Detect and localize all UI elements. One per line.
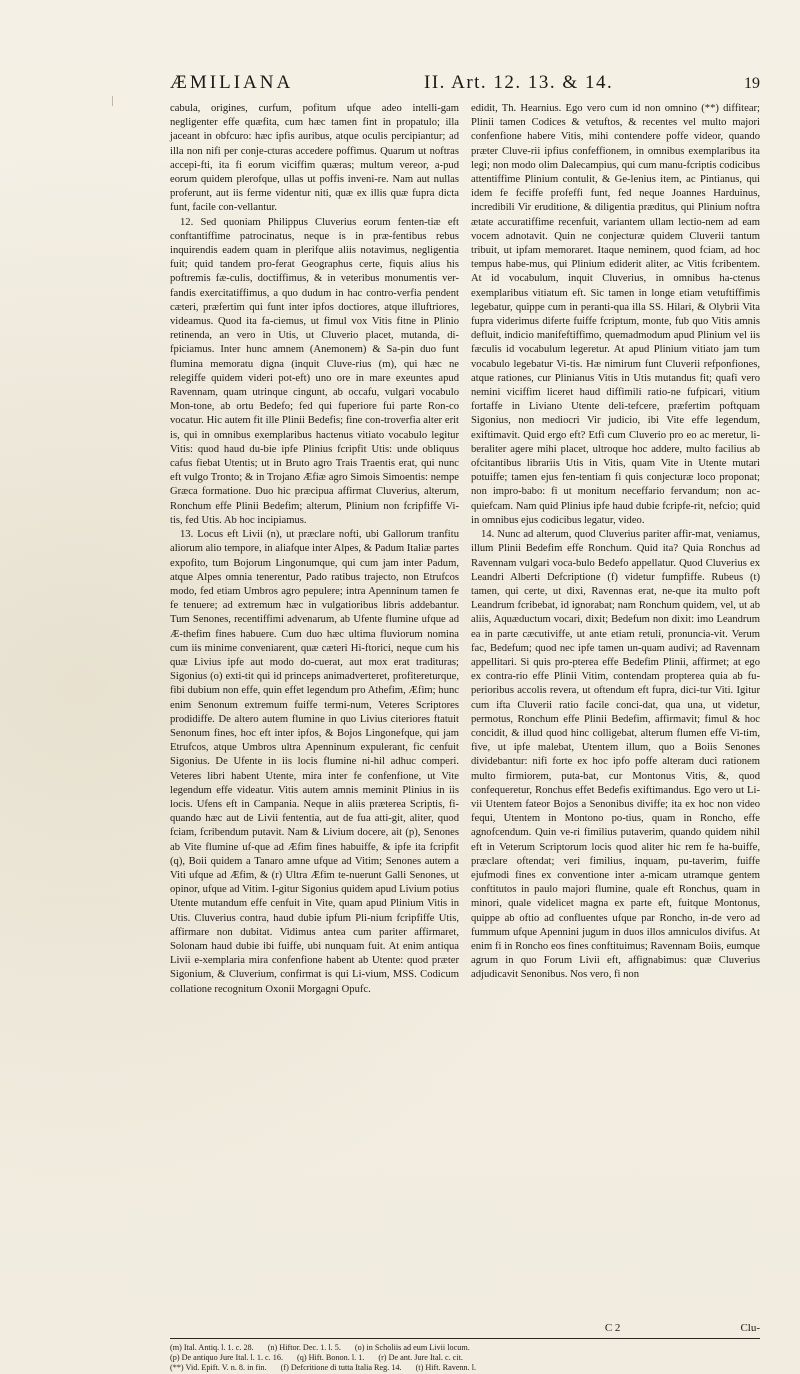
running-head (170, 72, 760, 94)
footnote-m: (m) Ital. Antiq. l. 1. c. 28. (170, 1343, 254, 1352)
right-column (471, 102, 760, 1282)
paragraph-14: 14. Nunc ad alterum, quod Cluverius pariter affir-mat, veniamus, illum Plinii Bedefim effe Ronchum. Quid ita? Quia Ronchus ad Ravennam vulgari voca-bulo Bedefo appellatur. Quod Cluverius ex Leandri Alberti Defcriptione (f) videtur fumpfiffe. Rubeus (t) tamen, qui certe, ut dixi, Ravennas erat, ne-que ita multo poft Leandrum fcribebat, id ignorabat; nam Ronchum quidem, vel, ut ab aliis, Aquæductum vocari, dixit; Bedefum non dixit: imo Leandrum ea in parte cæcutiviffe, ut ante etiam retuli, pronuncia-vit. Verum fac, Bedefum; quod nec ipfe tamen un-quam audivi; ad Ravennam appellitari. Si quis pro-pterea effe Bedefim Plinii, affirmet; at ego ex contra-rio effe Plinii Vitim, contendam propterea quia ab fu-perioribus accolis revera, ut oftendum eft fupra, dici-tur Viti. Igitur cum ifta Cluverii ratio facile conci-dat, qua una, ut videtur, permotus, Ronchum effe Plinii Bedefim, affirmavit; fimul & hoc concidit, & illud quod hinc colligebat, alterum flumen effe Vi-tim, five, ut ipfe malebat, Utentem illum, quo a Boiis Senones dividebantur: nifi forte ex hoc ipfo poffe alteram duci rationem multo firmiorem, puta-bat, cur Montonus Vitis, &, quod confequeretur, Ronchus effet Bedefis exiftimandus. Ego vero ut Li-vii Utentem fateor Bojos a Senonibus diviffe; ita ex hoc non video fequi, Utentem in Montono po-tius, quam in Roncho, effe agnofcendum. Quin ve-ri fimilius putaverim, quando quidem nihil eft in Veterum Scriptorum locis quod aliter hic rem fe ha-buiffe, præclare oftendat; veri fimilius, inquam, pu-taverim, fuiffe ejufmodi fines ex conventione inter a-micam utramque gentem conftitutos in paulo majori flumine, quale eft Ronchus, quam in minori, quale videlicet magna ex parte eft, fuitque Montonus, quippe ab oftio ad confluentes ufque par Roncho, in-de vero ad fummum ufque Apennini jugum in duos illos amniculos divifus. At enim fi in Roncho eos fines conftituimus; Ravennam Boiis, eumque agrum in quo Forum Livii eft, affignabimus: quæ Cluverius adjudicavit Senonibus. Nos vero, fi non (471, 529, 760, 981)
margin-mark (112, 96, 119, 106)
footnote-row (170, 1343, 760, 1353)
section-reference: II. Art. 12. 13. & 14. (424, 72, 614, 93)
footnote-p: (p) De antiquo Jure Ital. l. 1. c. 16. (170, 1353, 284, 1362)
catchwords (170, 1322, 760, 1334)
footnote-n: (n) Hiftor. Dec. 1. l. 5. (267, 1343, 341, 1352)
paragraph-13: 13. Locus eft Livii (n), ut præclare nofti, ubi Gallorum tranfitu aliorum alio tempore, in aliafque inter Alpes, & Padum Italiæ partes expofito, tum Bojorum Lingonumque, qui cum jam inter Padum, atque Alpes omnia tenerentur, Pado ratibus trajecto, non Etrufcos modo, fed etiam Umbros agro pepulere; intra Apenninum tamen fe fe tenuere; ad extremum hæc in vulgatioribus libris addebantur. Tum Senones, recentiffimi advenarum, ab Ufente flumine ufque ad Æ-thefim fines habuere. Cum duo hæc ultima fluviorum nomina cum iis minime conveniarent, quæ cæteri Hi-ftorici, neque cum his quæ Livius ipfe aut modo do-cuerat, aut mox erat tradituras; Sigonius (o) exti-tit qui id princeps animadverteret, profitereturque, fibi dubium non effe, quin effet legendum pro Athefim, Æfim; hunc enim Senonum extremum fuiffe termi-num, Veteres Scriptores prodidiffe. De altero autem flumine in quo Livius citeriores ftatuit Senonum fines, hoc eft inter ipfos, & Bojos Lingonefque, qui jam Etrufcos, atque Umbros ultra Apenninum expulerant, fic cenfuit Sigonius. De Ufente in iis locis flumine ni-hil adhuc comperi. Veteres libri habent Utente, mira inter fe confenfione, ut Vite legendum effe videatur. Vitis autem amnis meminit Plinius in iis locis. Ufens eft in Campania. Neque in aliis præterea Scriptis, fi-quando hæc aut de Livii fententia, aut de fua atti-git, aliter, quod fciam, fcribendum putavit. Nam & Livium docere, ait (p), Senones ab Vite flumine uf-que ad Æfim fines habuiffe, & ipfe ita fcripfit (q), Boii quidem a Tanaro amne ufque ad Vitim; Senones autem a Viti ufque ad Æfim, & (r) Ultra Æfim te-nuerunt Galli Senones, ut opinor, ufque ad Vitim. I-gitur Sigonius quidem apud Livium potius Utente mutandum effe cenfuit in Vite, quam apud Plinium Vitis in Utis. Cluverius contra, haud dubie ipfum Pli-nium fcripfiffe Utis, affirmare non dubitat. Vidimus antea cum pariter affirmaret, Solonam haud dubie ibi fuiffe, ubi nunquam fuit. At enim antiqua Livii e-xemplaria mira confenfione habent ab Utente: quod præter Sigonium, & Cluverium, confirmat is qui Li-vium, MSS. Codicum collatione recognitum Oxonii Morgagni Opufc. (170, 529, 459, 995)
footnote-q: (q) Hift. Bonon. l. 1. (297, 1353, 365, 1362)
paragraph: edidit, Th. Hearnius. Ego vero cum id non omnino (**) diffitear; Plinii tamen Codices & vetuftos, & recentes vel multo majori confenfione habere Vitis, mihi contendere poffe videor, quando præter Cluve-rii ipfius confeffionem, in omnibus exemplaribus ita legi; non modo olim Dalecampius, qui cum manu-fcriptis codicibus attentiffime Plinium contulit, & Ge-lenius item, ac Pintianus, qui idem fe feciffe profeffi funt, fed neque Joannes Harduinus, incredibili Vir eruditione, & diligentia præditus, qui Plinium noftra ætate accuratiffime recenfuit, variantem ullam lectio-nem ad eam vocem adnotavit. Quin ne conjecturæ quidem Cluverii tantum tribuit, ut ipfam memoraret. Itaque neminem, quod fciam, ad hoc tempus habe-mus, qui Plinium ediderit aliter, ac Vitis fcribentem. At id vocabulum, inquit Cluverius, in omnibus ha-ctenus exemplaribus vitiatum eft. Sic tamen in longe etiam vetuftiffimis legebatur, quippe cum in peranti-qua illa SS. Hilari, & Olybrii Vita fupra viderimus diferte fuiffe fcriptum, monte, fub quo Vitis amnis defluit, indicio manifeftiffimo, quemadmodum apud Plinium vel iis fæculis id vocabulum legeretur. At apud Plinium vitiato jam tum vocabulo legebatur Vi-tis. Hæ nimirum funt Cluverii refponfiones, atque rationes, cur Plinianus Vitis in Utis mutandus fit; quafi vero nemini viciffim liceret haud diffimili ratio-ne fufpicari, vitium fortaffe in Liviano Utente deli-tefcere, præfertim poftquam Sigonius, non mediocri Vir judicio, ibi Vite effe legendum, exiftimavit. Quid ergo eft? Etfi cum Cluverio pro eo ac meretur, li-beraliter agere mihi placet, ultroque hoc addere, multo facilius ab ofcitantibus librariis Utis in Vitis, quam Vite in Utente mutari potuiffe; tamen ejus fen-tentiam fi quis conjecturæ loco proponat; non impro-babo: fi ut monitum neceffario fervandum; non ac-quiefcam. Nam quid Plinius ipfe haud dubie fcripfe-rit, nefcio; quid in omnibus ejus codicibus legatur, video. (471, 103, 760, 526)
catchword: Clu- (740, 1322, 760, 1334)
footnote-t: (t) Hift. Ravenn. l. (415, 1363, 477, 1372)
signature-mark: C 2 (604, 1322, 621, 1334)
footnotes (170, 1343, 760, 1373)
left-column (170, 102, 459, 1282)
footnote-double-star: (**) Vid. Epift. V. n. 8. in fin. (170, 1363, 267, 1372)
paragraph: cabula, origines, curfum, pofitum ufque adeo intelli-gam negligenter effe quæfita, cum hæc tamen fint in propatulo; illa jaceant in obfcuro: hæc ipfis auribus, atque oculis percipiantur; ad illa non nifi per conje-cturas accedere poffimus. Quarum ut noftras accepi-fti, ita fi eorum viciffim quæras; multum vereor, a-pud eorum quidem plerofque, ullas ut poffis inveni-re. Nam aut nullas proferunt, aut iis ferme videntur niti, quæ ex illis quæ fupra dicta funt, facile con-vellantur. (170, 103, 459, 214)
footnote-row (170, 1363, 760, 1373)
page-number: 19 (744, 75, 760, 92)
footnote-rule (170, 1338, 760, 1339)
footnote-f: (f) Defcritione di tutta Italia Reg. 14. (280, 1363, 402, 1372)
section-title: ÆMILIANA (170, 72, 294, 93)
footnote-r: (r) De ant. Jure Ital. c. cit. (378, 1353, 463, 1362)
paragraph-12: 12. Sed quoniam Philippus Cluverius eorum fenten-tiæ eft conftantiffime patrocinatus, neque is in præ-fentibus rebus inquirendis eadem quam in plerifque aliis notavimus, negligentia fuit; quid tandem pro-ferat Geographus certe, fiquis alius his poftremis fæ-culis, doctiffimus, & in veteribus monumentis ver-fandis exercitatiffimus, a quo dudum in hac contro-verfia pendent cæteri, præfertim qui funt inter ipfos doctiores, atque illuftriores, videamus. Quod ita fa-ciemus, ut fimul vox Vitis fitne in Plinio retinenda, an vero in Utis, ut Cluverio placet, mutanda, di-fpiciamus. Inter hunc amnem (Anemonem) & Sa-pin duo funt flumina memoratu digna (inquit Cluve-rius (m), qui hæc ne relegiffe quidem videri pot-eft) uno ore in mare exeuntes apud Ravennam, quam utrinque cingunt, ab occafu, vulgari vocabulo Mon-tone, ab ortu Bedefo; fed qui fuperiore fui parte Ron-co vocatur. Hic autem fit ille Plinii Bedefis; fine con-troverfia alter erit is, qui in omnibus exemplaribus hactenus vitiato vocabulo legitur Vitis: quod haud du-bie ipfe Plinius fcripfit Utis: unde obliquus cafus fiebat Utentis; ut in Bruto agro Trais Traentis erat, qui nunc eft vulgo Tronto; & in Trojano Æfiæ agro Simois Simoentis: nempe Græca formatione. Duo hic præcipua affirmat Cluverius, alterum, Ronchum effe Plinii Bedefim; alterum, Plinium non fcripfiffe Vi-tis, fed Utis. Ab hoc incipiamus. (170, 216, 459, 526)
footnote-row (170, 1353, 760, 1363)
text-columns (170, 102, 760, 1282)
footnote-o: (o) in Scholiis ad eum Livii locum. (354, 1343, 470, 1352)
